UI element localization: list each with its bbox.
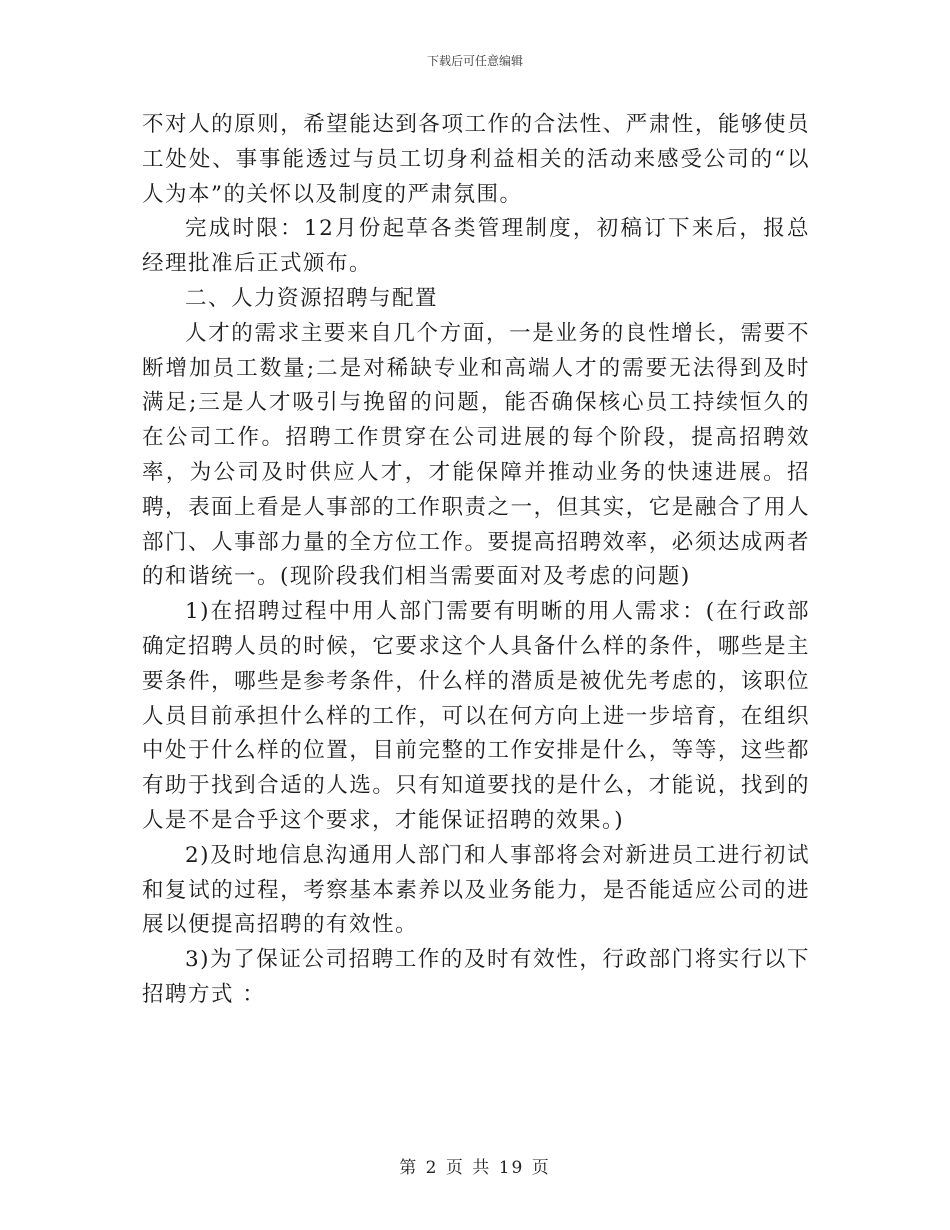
paragraph-deadline: 完成时限：12月份起草各类管理制度，初稿订下来后，报总经理批准后正式颁布。	[142, 216, 810, 277]
section-heading: 二、人力资源招聘与配置	[185, 285, 439, 311]
list-item-3: 3)为了保证公司招聘工作的及时有效性，行政部门将实行以下招聘方式 ：	[142, 947, 810, 1007]
page-number: 第 2 页 共 19 页	[399, 1158, 551, 1178]
paragraph-continuation: 不对人的原则，希望能达到各项工作的合法性、严肃性，能够使员工处处、事事能透过与员工切身利益相关的活动来感受公司的“以人为本”的关怀以及制度的严肃氛围。	[142, 112, 810, 207]
list-item-2: 2)及时地信息沟通用人部门和人事部将会对新进员工进行初试和复试的过程，考察基本素养以及业务能力，是否能适应公司的进展以便提高招聘的有效性。	[142, 842, 810, 938]
paragraph-talent-demand: 人才的需求主要来自几个方面，一是业务的良性增长，需要不断增加员工数量;二是对稀缺专业和高端人才的需要无法得到及时满足;三是人才吸引与挽留的问题，能否确保核心员工持续恒久的在公司工作。招聘工作贯穿在公司进展的每个阶段，提高招聘效率，为公司及时供应人才，才能保障并推动业务的快速进展。招聘，表面上看是人事部的工作职责之一，但其实，它是融合了用人部门、人事部力量的全方位工作。要提高招聘效率，必须达成两者的和谐统一。(现阶段我们相当需要面对及考虑的问题)	[142, 320, 810, 590]
document-body	[142, 108, 810, 1013]
list-item-1: 1)在招聘过程中用人部门需要有明晰的用人需求：(在行政部确定招聘人员的时候，它要求这个人具备什么样的条件，哪些是主要条件，哪些是参考条件，什么样的潜质是被优先考虑的，该职位人员目前承担什么样的工作，可以在何方向上进一步培育，在组织中处于什么样的位置，目前完整的工作安排是什么，等等，这些都有助于找到合适的人选。只有知道要找的是什么，才能说，找到的人是不是合乎这个要求，才能保证招聘的效果。)	[142, 599, 810, 833]
page-header: 下载后可任意编辑	[426, 54, 523, 68]
